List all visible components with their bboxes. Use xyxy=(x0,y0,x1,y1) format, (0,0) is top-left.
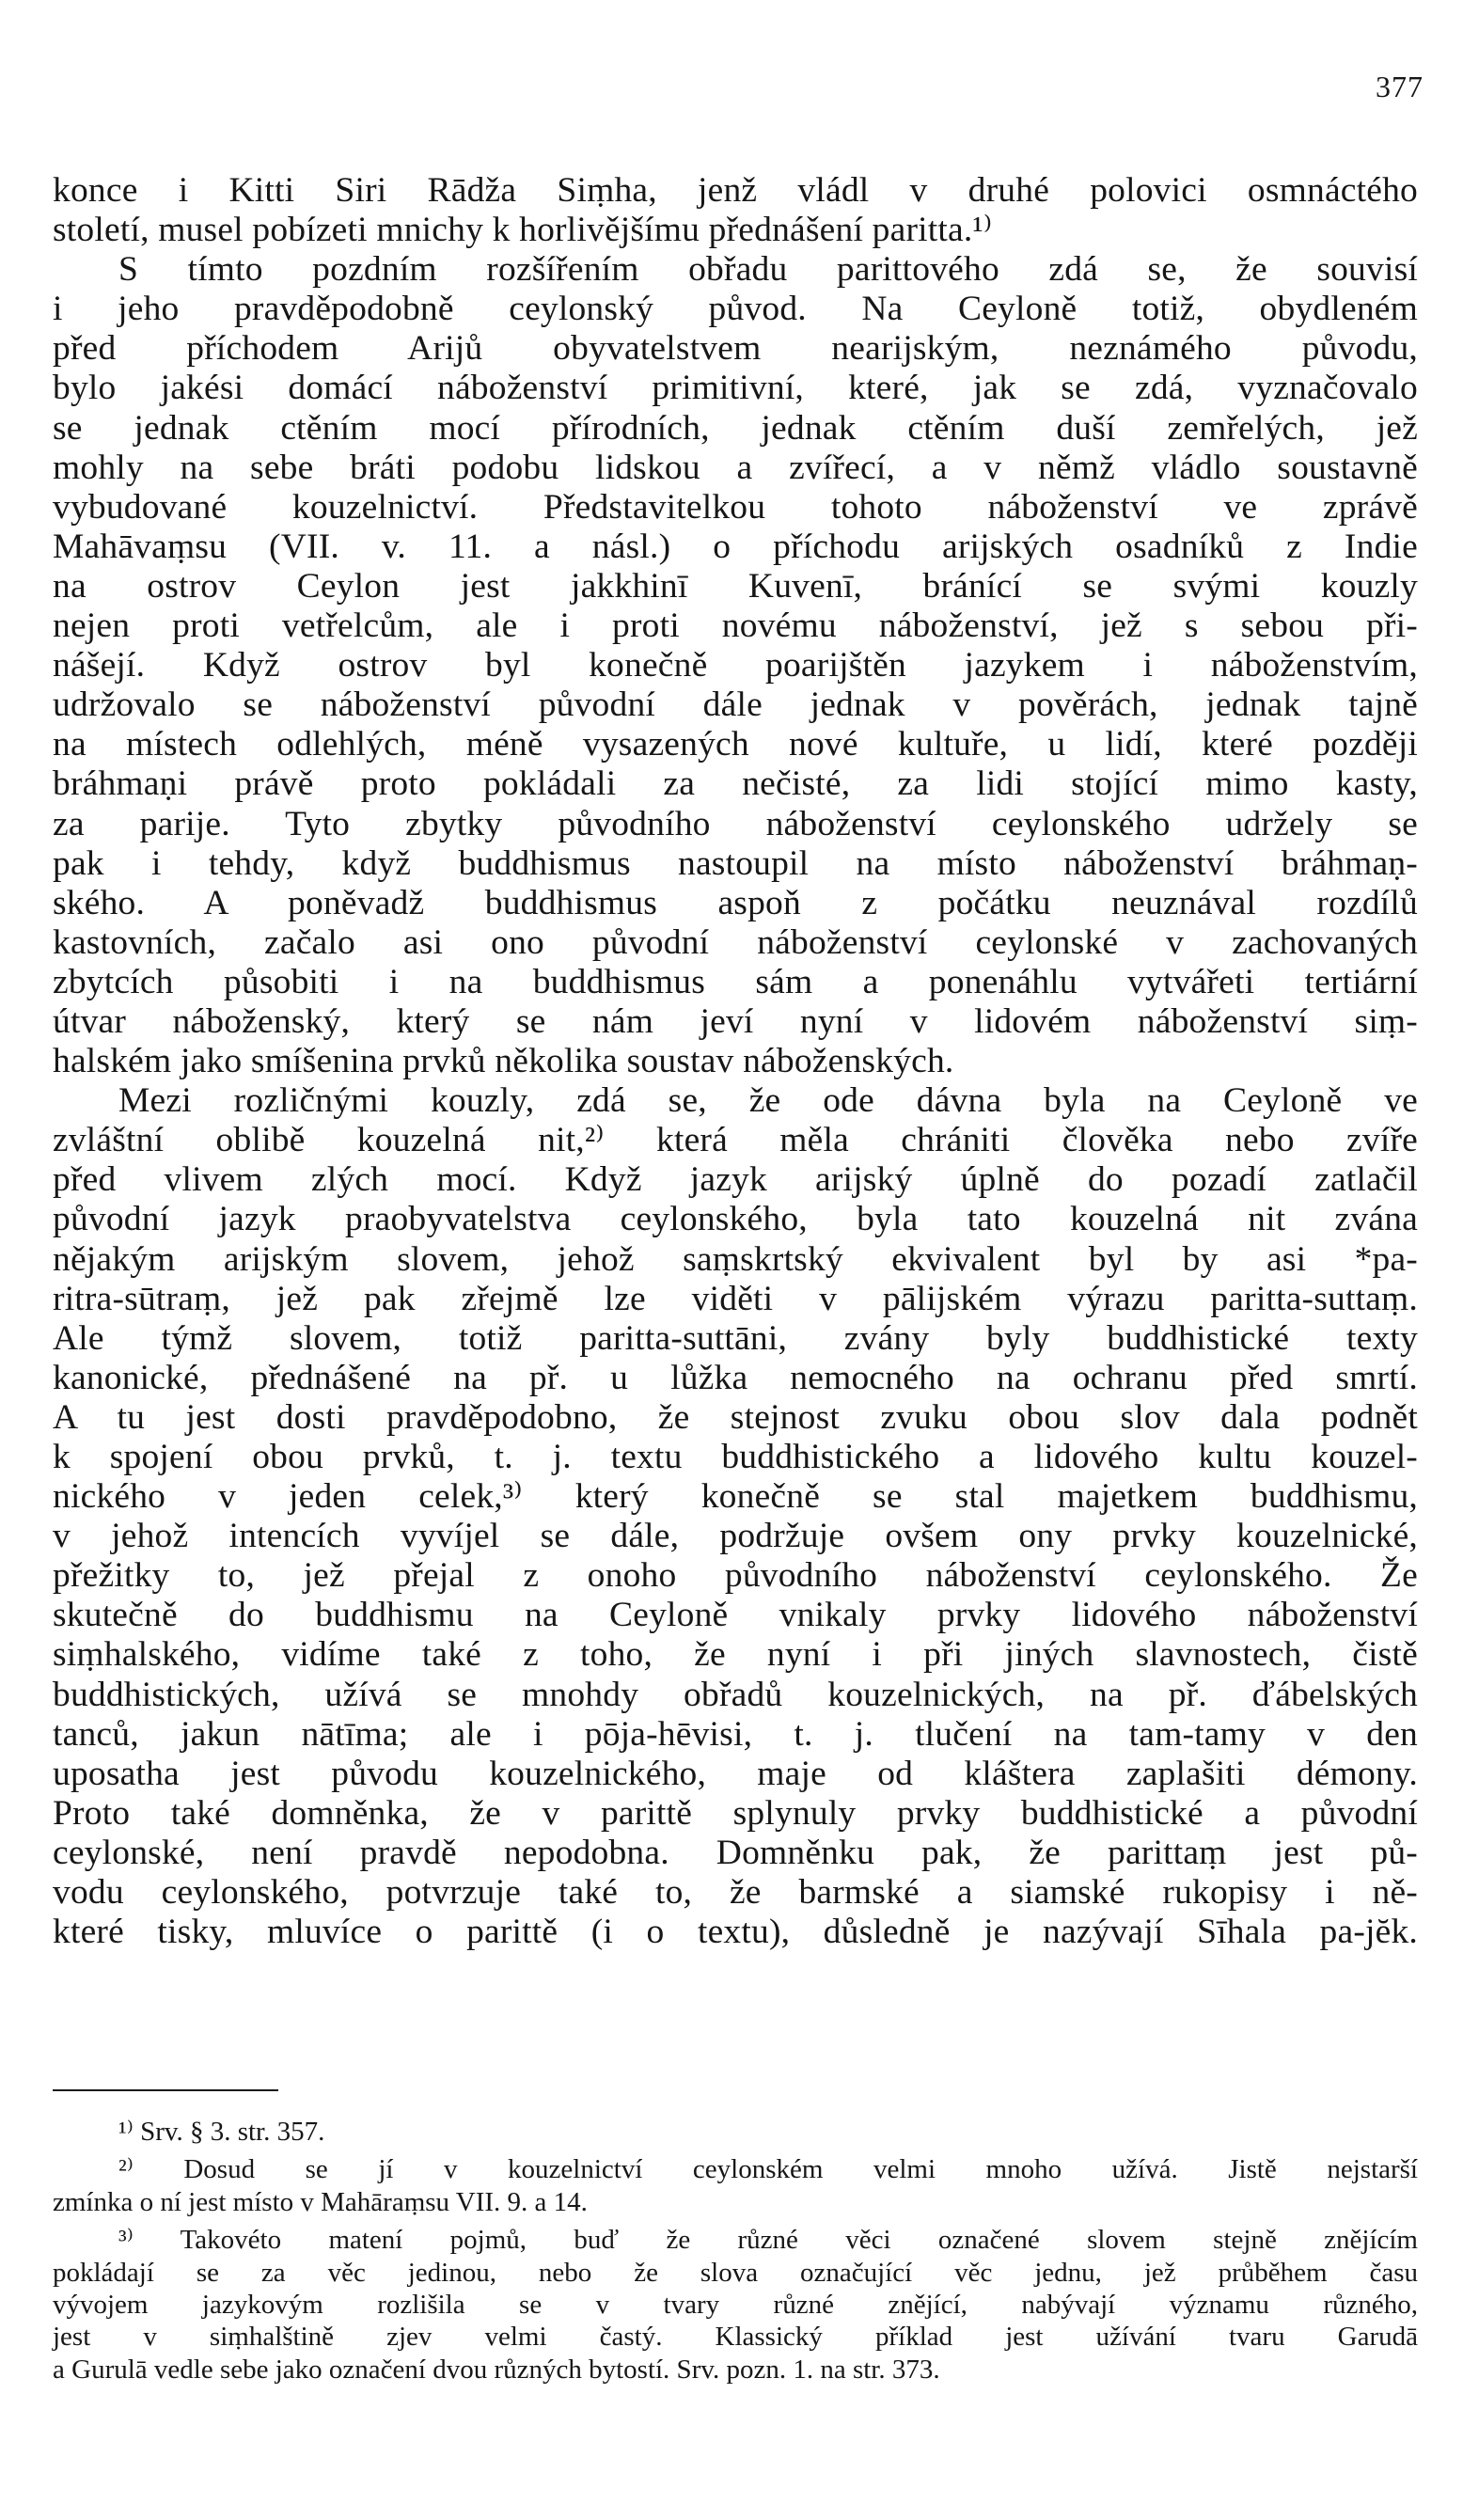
text-line: udržovalo se náboženství původní dále jednak v pověrách, jednak tajně xyxy=(53,685,1418,725)
text-line: buddhistických, užívá se mnohdy obřadů kouzelnických, na př. ďábelských xyxy=(53,1675,1418,1714)
text-line: zvláštní oblibě kouzelná nit,²⁾ která měla chrániti člověka nebo zvíře xyxy=(53,1121,1418,1160)
footnote-line: zmínka o ní jest místo v Mahāraṃsu VII. 9. a 14. xyxy=(53,2186,588,2217)
text-line: nejen proti vetřelcům, ale i proti novému náboženství, jež s sebou při- xyxy=(53,606,1418,646)
footnote-line: a Gurulā vedle sebe jako označení dvou různých bytostí. Srv. pozn. 1. na str. 373. xyxy=(53,2354,940,2385)
text-line: ského. A poněvadž buddhismus aspoň z počátku neuznával rozdílů xyxy=(53,883,1418,922)
text-line: siṃhalského, vidíme také z toho, že nyní i při jiných slavnostech, čistě xyxy=(53,1635,1418,1675)
footnote-line: ²⁾ Dosud se jí v kouzelnictví ceylonském velmi mnoho užívá. Jistě nejstarší xyxy=(118,2154,1418,2185)
footnote-line: jest v siṃhalštině zjev velmi častý. Klassický příklad jest užívání tvaru Garudā xyxy=(53,2322,1418,2353)
paragraph-start-line: Mezi rozličnými kouzly, zdá se, že ode dávna byla na Ceyloně ve xyxy=(118,1081,1418,1121)
text-line: vybudované kouzelnictví. Představitelkou tohoto náboženství ve zprávě xyxy=(53,487,1418,527)
text-line: útvar náboženský, který se nám jeví nyní v lidovém náboženství siṃ- xyxy=(53,1001,1418,1041)
footnote-divider xyxy=(53,2089,278,2091)
text-line: Proto také domněnka, že v parittě splynuly prvky buddhistické a původní xyxy=(53,1793,1418,1833)
text-line: před příchodem Arijů obyvatelstvem nearijským, neznámého původu, xyxy=(53,329,1418,369)
text-line: století, musel pobízeti mnichy k horlivějšímu přednášení paritta.¹⁾ xyxy=(53,211,993,250)
main-text xyxy=(53,171,1418,1952)
text-line: nického v jeden celek,³⁾ který konečně se stal majetkem buddhismu, xyxy=(53,1477,1418,1517)
footnote-line: vývojem jazykovým rozlišila se v tvary různé znějící, nabývají významu různého, xyxy=(53,2289,1418,2320)
text-line: k spojení obou prvků, t. j. textu buddhistického a lidového kultu kouzel- xyxy=(53,1438,1418,1476)
text-line: Mahāvaṃsu (VII. v. 11. a násl.) o příchodu arijských osadníků z Indie xyxy=(53,527,1418,566)
footnotes xyxy=(53,2116,1418,2386)
text-line: vodu ceylonského, potvrzuje také to, že barmské a siamské rukopisy i ně- xyxy=(53,1873,1418,1913)
paragraph-start-line: S tímto pozdním rozšířením obřadu parittového zdá se, že souvisí xyxy=(118,250,1418,290)
text-line: na ostrov Ceylon jest jakkhinī Kuvenī, bránící se svými kouzly xyxy=(53,566,1418,606)
text-line: nějakým arijským slovem, jehož saṃskrtský ekvivalent byl by asi *pa- xyxy=(53,1239,1418,1279)
text-line: kastovních, začalo asi ono původní náboženství ceylonské v zachovaných xyxy=(53,922,1418,962)
text-line: ceylonské, není pravdě nepodobna. Domněnku pak, že parittaṃ jest pů- xyxy=(53,1833,1418,1872)
text-line: které tisky, mluvíce o parittě (i o textu), důsledně je nazývají Sīhala pa-jĕk. xyxy=(53,1913,1418,1952)
text-line: před vlivem zlých mocí. Když jazyk arijský úplně do pozadí zatlačil xyxy=(53,1160,1418,1200)
text-line: v jehož intencích vyvíjel se dále, podržuje ovšem ony prvky kouzelnické, xyxy=(53,1517,1418,1556)
text-line: za parije. Tyto zbytky původního náboženství ceylonského udržely se xyxy=(53,804,1418,843)
text-line: přežitky to, jež přejal z onoho původního náboženství ceylonského. Že xyxy=(53,1556,1418,1596)
text-line: halském jako smíšenina prvků několika soustav náboženských. xyxy=(53,1042,954,1081)
text-line: skutečně do buddhismu na Ceyloně vnikaly prvky lidového náboženství xyxy=(53,1596,1418,1635)
text-line: Ale týmž slovem, totiž paritta-suttāni, zvány byly buddhistické texty xyxy=(53,1318,1418,1358)
footnote-line: ¹⁾ Srv. § 3. str. 357. xyxy=(118,2117,325,2147)
text-line: konce i Kitti Siri Rādža Siṃha, jenž vládl v druhé polovici osmnáctého xyxy=(53,171,1418,210)
text-line: ritra-sūtraṃ, jež pak zřejmě lze viděti v pālijském výrazu paritta-suttaṃ. xyxy=(53,1279,1418,1318)
text-line: na místech odlehlých, méně vysazených nové kultuře, u lidí, které později xyxy=(53,725,1418,764)
text-line: bylo jakési domácí náboženství primitivní, které, jak se zdá, vyznačovalo xyxy=(53,369,1418,408)
text-line: nášejí. Když ostrov byl konečně poarijštěn jazykem i náboženstvím, xyxy=(53,646,1418,685)
text-line: i jeho pravděpodobně ceylonský původ. Na Ceyloně totiž, obydleném xyxy=(53,290,1418,329)
text-line: uposatha jest původu kouzelnického, maje od kláštera zaplašiti démony. xyxy=(53,1754,1418,1793)
text-line: mohly na sebe bráti podobu lidskou a zvířecí, a v němž vládlo soustavně xyxy=(53,448,1418,487)
text-line: zbytcích působiti i na buddhismus sám a ponenáhlu vytvářeti tertiární xyxy=(53,962,1418,1001)
text-line: tanců, jakun nātīma; ale i pōja-hēvisi, t. j. tlučení na tam-tamy v den xyxy=(53,1714,1418,1754)
footnote-line: pokládají se za věc jedinou, nebo že slova označující věc jednu, jež průběhem času xyxy=(53,2257,1418,2288)
text-line: pak i tehdy, když buddhismus nastoupil na místo náboženství bráhmaṇ- xyxy=(53,843,1418,883)
text-line: kanonické, přednášené na př. u lůžka nemocného na ochranu před smrtí. xyxy=(53,1358,1418,1397)
text-line: se jednak ctěním mocí přírodních, jednak ctěním duší zemřelých, jež xyxy=(53,408,1418,448)
text-line: A tu jest dosti pravděpodobno, že stejnost zvuku obou slov dala podnět xyxy=(53,1397,1418,1437)
text-line: původní jazyk praobyvatelstva ceylonského, byla tato kouzelná nit zvána xyxy=(53,1200,1418,1239)
footnote-line: ³⁾ Takovéto matení pojmů, buď že různé věci označené slovem stejně znějícím xyxy=(118,2225,1418,2256)
page-number: 377 xyxy=(1376,70,1424,103)
text-line: bráhmaṇi právě proto pokládali za nečisté, za lidi stojící mimo kasty, xyxy=(53,764,1418,804)
